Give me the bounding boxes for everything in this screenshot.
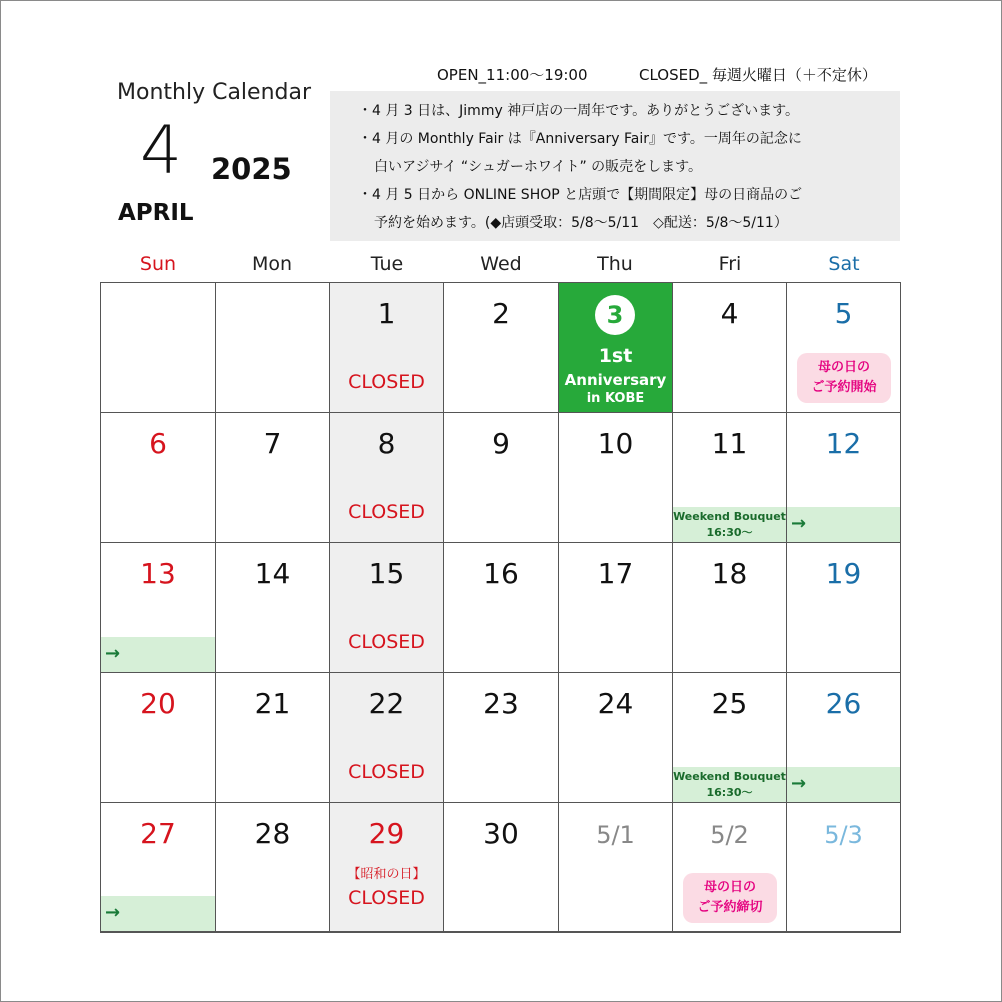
mothers-day-start-badge (797, 353, 891, 403)
closed-label: CLOSED (348, 501, 425, 523)
weekday-wed: Wed (480, 253, 522, 275)
mothers-day-end-badge (683, 873, 777, 923)
day-number: 25 (711, 687, 748, 720)
day-cell[interactable] (673, 283, 787, 413)
anniversary-day-badge: 3 (595, 295, 635, 335)
weekend-bouquet-label: Weekend Bouquet (673, 510, 786, 523)
weekend-bouquet-band (101, 637, 215, 673)
weekend-bouquet-time: 16:30～ (706, 786, 753, 799)
weekday-tue: Tue (370, 253, 404, 275)
notice-line: ・4 月 5 日から ONLINE SHOP と店頭で【期間限定】母の日商品のご (358, 187, 803, 203)
day-cell[interactable] (787, 803, 901, 932)
day-number: 17 (597, 557, 634, 590)
day-cell[interactable] (216, 803, 330, 932)
day-number: 20 (140, 687, 176, 720)
day-number: 5/1 (596, 821, 635, 849)
day-number: 14 (254, 557, 291, 590)
day-cell[interactable] (673, 413, 787, 543)
weekend-bouquet-band (101, 896, 215, 932)
day-number: 30 (483, 817, 519, 850)
day-number: 23 (483, 687, 519, 720)
day-cell[interactable] (216, 543, 330, 673)
day-cell[interactable] (787, 283, 901, 413)
badge-text: 母の日の (703, 880, 756, 895)
day-cell[interactable] (559, 413, 673, 543)
day-cell[interactable] (101, 673, 216, 803)
day-number: 24 (597, 687, 634, 720)
notice-line: ・4 月 3 日は、Jimmy 神戸店の一周年です。ありがとうございます。 (358, 103, 799, 119)
calendar-grid (100, 282, 901, 933)
closed-label: CLOSED (348, 887, 425, 909)
day-number: 29 (368, 817, 405, 850)
day-cell[interactable] (330, 413, 444, 543)
day-number: 12 (825, 427, 862, 460)
day-number: 16 (483, 557, 519, 590)
day-cell[interactable] (444, 673, 559, 803)
day-number: 26 (825, 687, 862, 720)
day-cell[interactable] (101, 413, 216, 543)
arrow-right-icon: → (791, 773, 807, 794)
day-cell[interactable] (673, 803, 787, 932)
day-cell[interactable] (444, 543, 559, 673)
notice-line: 白いアジサイ “シュガーホワイト” の販売をします。 (374, 159, 703, 175)
weekday-mon: Mon (251, 253, 293, 275)
day-number: 18 (711, 557, 748, 590)
day-cell[interactable] (559, 673, 673, 803)
day-number: 1 (377, 297, 396, 330)
day-number: 15 (368, 557, 405, 590)
year: 2025 (211, 152, 292, 186)
day-number: 5 (834, 297, 853, 330)
day-cell[interactable] (787, 673, 901, 803)
day-cell[interactable] (787, 543, 901, 673)
day-cell-empty (216, 283, 330, 413)
day-cell[interactable] (330, 283, 444, 413)
anniversary-text: Anniversary (564, 371, 667, 389)
day-cell[interactable] (559, 803, 673, 932)
day-cell-anniversary[interactable] (559, 283, 673, 413)
weekend-bouquet-label: Weekend Bouquet (673, 770, 786, 783)
day-number: 6 (149, 427, 167, 460)
day-number: 27 (140, 817, 176, 850)
day-cell[interactable] (101, 543, 216, 673)
day-cell[interactable] (330, 673, 444, 803)
weekday-sun: Sun (139, 253, 177, 275)
weekend-bouquet-band (787, 507, 900, 543)
day-cell[interactable] (216, 673, 330, 803)
closed-days: CLOSED_ 毎週火曜日（＋不定休） (639, 66, 877, 84)
month-number: 4 (140, 112, 182, 189)
day-cell[interactable] (787, 413, 901, 543)
notice-box (330, 91, 900, 241)
arrow-right-icon: → (105, 643, 121, 664)
weekday-sat: Sat (828, 253, 860, 275)
day-number: 19 (825, 557, 862, 590)
day-number: 5/3 (824, 821, 863, 849)
weekend-bouquet-time: 16:30～ (706, 526, 753, 539)
badge-text: 母の日の (817, 360, 870, 375)
weekend-bouquet-band (787, 767, 900, 803)
day-cell[interactable] (216, 413, 330, 543)
day-number: 21 (254, 687, 291, 720)
badge-text: ご予約開始 (811, 380, 877, 395)
day-cell[interactable] (444, 283, 559, 413)
day-number: 28 (254, 817, 291, 850)
badge-text: ご予約締切 (697, 900, 763, 915)
day-number: 10 (597, 427, 634, 460)
notice-line: 予約を始めます。(◆店頭受取：5/8～5/11 ◇配送：5/8～5/11） (374, 215, 788, 231)
day-number: 13 (140, 557, 176, 590)
weekday-thu: Thu (597, 253, 633, 275)
weekend-bouquet-band (673, 507, 786, 543)
anniversary-text: 1st (598, 345, 633, 367)
day-cell[interactable] (101, 803, 216, 932)
day-cell[interactable] (444, 413, 559, 543)
day-number: 9 (492, 427, 510, 460)
anniversary-text: in KOBE (586, 391, 645, 406)
day-number: 2 (492, 297, 510, 330)
day-cell[interactable] (673, 543, 787, 673)
day-cell[interactable] (673, 673, 787, 803)
opening-hours: OPEN_11:00～19:00 (437, 66, 588, 84)
arrow-right-icon: → (105, 902, 121, 923)
closed-label: CLOSED (348, 761, 425, 783)
day-number: 11 (711, 427, 748, 460)
month-name: APRIL (118, 200, 194, 226)
day-number: 22 (368, 687, 405, 720)
day-number: 4 (720, 297, 739, 330)
day-number: 8 (377, 427, 396, 460)
day-number: 7 (263, 427, 282, 460)
closed-label: CLOSED (348, 371, 425, 393)
closed-label: CLOSED (348, 631, 425, 653)
holiday-label: 【昭和の日】 (347, 867, 426, 882)
notice-line: ・4 月の Monthly Fair は『Anniversary Fair』です。一周年の記念に (358, 131, 802, 147)
weekday-fri: Fri (718, 253, 742, 275)
day-cell[interactable] (559, 543, 673, 673)
day-cell[interactable] (330, 543, 444, 673)
day-cell-empty (101, 283, 216, 413)
day-number: 5/2 (710, 821, 749, 849)
arrow-right-icon: → (791, 513, 807, 534)
day-cell[interactable] (444, 803, 559, 932)
day-cell[interactable] (330, 803, 444, 932)
calendar-label: Monthly Calendar (117, 80, 312, 105)
weekend-bouquet-band (673, 767, 786, 803)
